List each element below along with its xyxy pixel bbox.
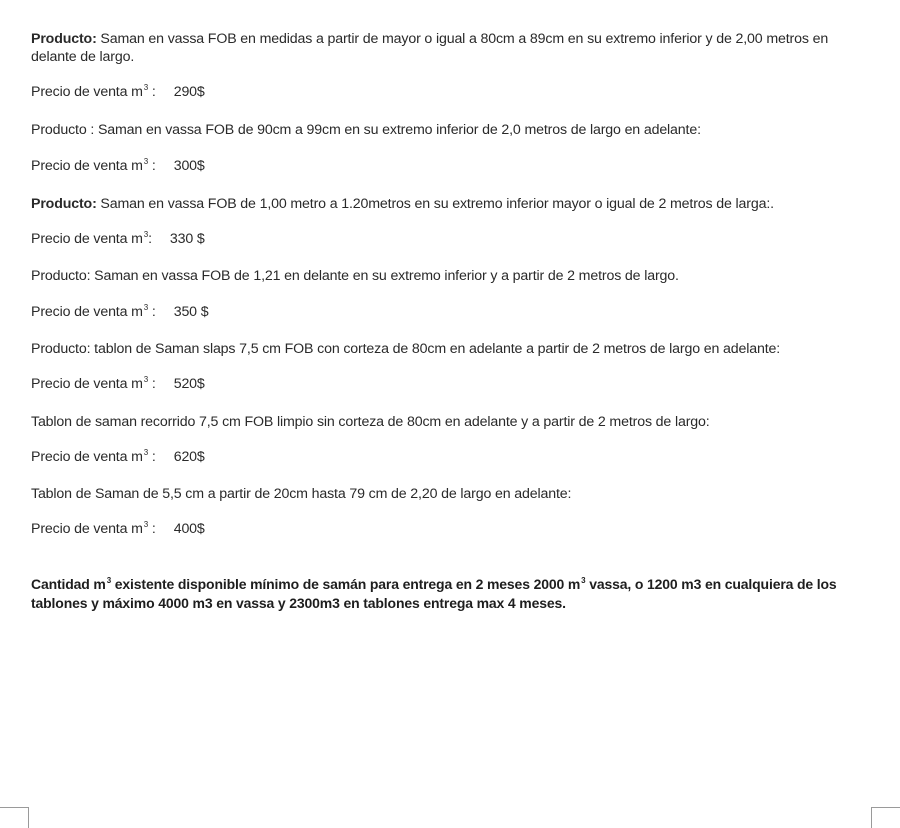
page-corner-right bbox=[871, 807, 900, 828]
price-label: Precio de venta m bbox=[31, 376, 143, 392]
price-label: Precio de venta m bbox=[31, 304, 143, 320]
price-value: 620$ bbox=[173, 449, 205, 465]
price-value: 300$ bbox=[173, 158, 205, 174]
product-label: Producto: bbox=[31, 196, 97, 212]
product-text: tablon de Saman slaps 7,5 cm FOB con corteza de 80cm en adelante a partir de 2 metros de largo en adelante: bbox=[90, 341, 781, 357]
price-label: Precio de venta m bbox=[31, 449, 143, 465]
price-value: 290$ bbox=[173, 84, 205, 100]
price-value: 520$ bbox=[173, 376, 205, 392]
product-description-2 bbox=[31, 121, 876, 139]
product-description-5 bbox=[31, 340, 876, 358]
product-label: Producto: bbox=[31, 268, 91, 284]
price-line-3 bbox=[31, 230, 876, 250]
price-separator: : bbox=[148, 231, 152, 247]
price-value: 330 $ bbox=[169, 231, 205, 247]
price-separator: : bbox=[148, 84, 156, 100]
product-text: Saman en vassa FOB en medidas a partir de mayor o igual a 80cm a 89cm en su extremo inferior y de 2,00 metros en delante de largo. bbox=[31, 31, 829, 65]
price-line-7 bbox=[31, 520, 876, 540]
price-label: Precio de venta m bbox=[31, 521, 143, 537]
price-separator: : bbox=[148, 449, 156, 465]
product-description-3 bbox=[31, 195, 876, 213]
price-separator: : bbox=[148, 521, 156, 537]
price-value: 400$ bbox=[173, 521, 205, 537]
price-line-2 bbox=[31, 157, 876, 177]
unit-superscript: 3 bbox=[143, 230, 149, 239]
product-text: Tablon de saman recorrido 7,5 cm FOB limpio sin corteza de 80cm en adelante y a partir de 2 metros de largo: bbox=[31, 414, 710, 430]
product-description-1 bbox=[31, 30, 876, 66]
availability-text-2: existente disponible mínimo de samán para entrega en 2 meses 2000 m bbox=[111, 576, 581, 592]
price-label: Precio de venta m bbox=[31, 84, 143, 100]
price-line-5 bbox=[31, 375, 876, 395]
price-separator: : bbox=[148, 158, 156, 174]
product-text: Saman en vassa FOB de 90cm a 99cm en su extremo inferior de 2,0 metros de largo en adelante: bbox=[94, 122, 701, 138]
unit-superscript: 3 bbox=[143, 448, 149, 457]
price-separator: : bbox=[148, 304, 156, 320]
product-text: Saman en vassa FOB de 1,21 en delante en su extremo inferior y a partir de 2 metros de largo. bbox=[90, 268, 679, 284]
availability-text-1: Cantidad m bbox=[31, 576, 106, 592]
price-line-1 bbox=[31, 83, 876, 103]
unit-superscript: 3 bbox=[143, 375, 149, 384]
product-description-4 bbox=[31, 267, 876, 285]
product-description-7 bbox=[31, 485, 876, 503]
unit-superscript: 3 bbox=[106, 576, 112, 585]
page-corner-left bbox=[0, 807, 29, 828]
unit-superscript: 3 bbox=[143, 83, 149, 92]
unit-superscript: 3 bbox=[581, 576, 586, 585]
price-line-4 bbox=[31, 303, 876, 323]
unit-superscript: 3 bbox=[143, 303, 149, 312]
product-text: Saman en vassa FOB de 1,00 metro a 1.20metros en su extremo inferior mayor o igual de 2 metros de larga:. bbox=[96, 196, 774, 212]
availability-text-3: vassa, o 1200 m3 en cualquiera de los tablones y máximo 4000 m3 en vassa y 2300m3 en tablones entrega max 4 meses. bbox=[31, 576, 837, 611]
availability-note bbox=[31, 576, 876, 612]
unit-superscript: 3 bbox=[143, 520, 149, 529]
document-body bbox=[31, 30, 876, 612]
product-text: Tablon de Saman de 5,5 cm a partir de 20cm hasta 79 cm de 2,20 de largo en adelante: bbox=[31, 486, 572, 502]
product-description-6 bbox=[31, 413, 876, 431]
product-label: Producto: bbox=[31, 341, 91, 357]
product-label: Producto: bbox=[31, 31, 97, 47]
price-separator: : bbox=[148, 376, 156, 392]
unit-superscript: 3 bbox=[143, 157, 149, 166]
price-label: Precio de venta m bbox=[31, 231, 143, 247]
price-line-6 bbox=[31, 448, 876, 468]
product-label: Producto : bbox=[31, 122, 95, 138]
price-value: 350 $ bbox=[173, 304, 209, 320]
price-label: Precio de venta m bbox=[31, 158, 143, 174]
